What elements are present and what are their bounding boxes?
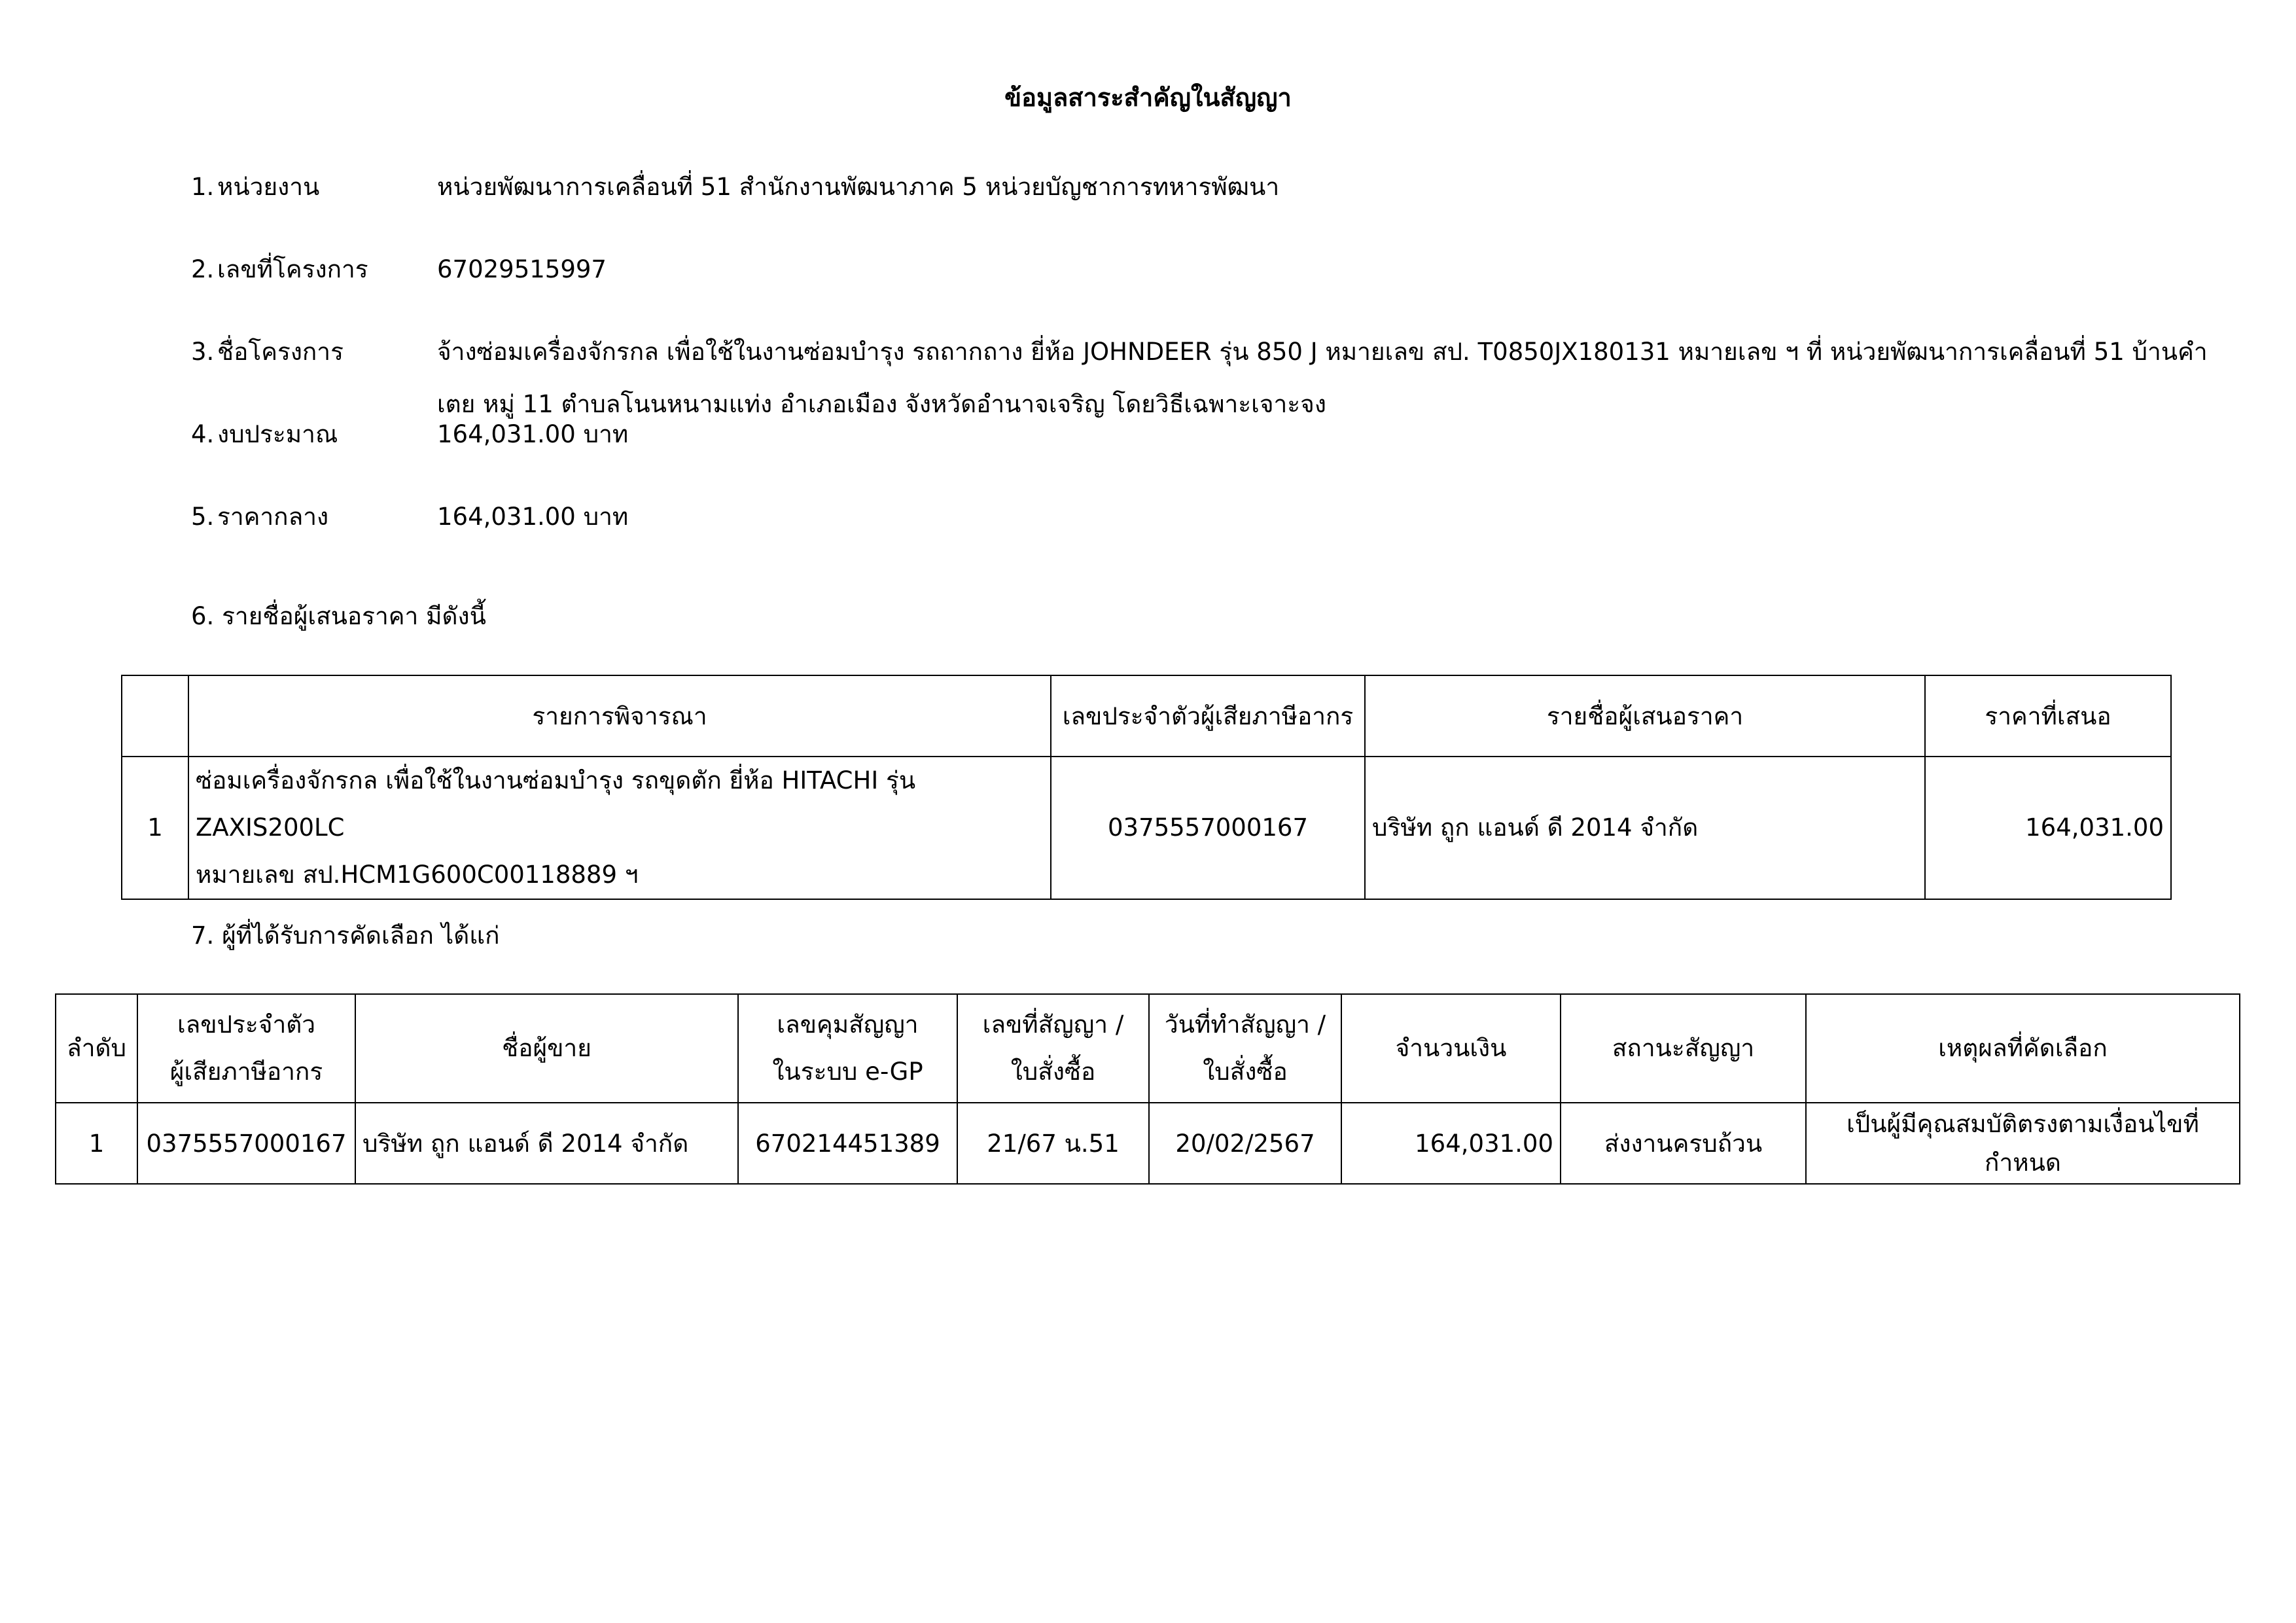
- table-row: [56, 1103, 2240, 1184]
- field-number: 4.: [191, 420, 215, 448]
- winners-heading: 7. ผู้ที่ได้รับการคัดเลือก ได้แก่: [191, 921, 500, 950]
- column-header-no: ลำดับ: [56, 994, 137, 1103]
- field-project-number-value: 67029515997: [437, 255, 607, 283]
- contract-amount: 164,031.00: [1341, 1103, 1561, 1184]
- column-header-reason: เหตุผลที่คัดเลือก: [1806, 994, 2240, 1103]
- tax-id: 0375557000167: [1051, 757, 1365, 899]
- contract-number: 21/67 น.51: [957, 1103, 1149, 1184]
- bidder-name: บริษัท ถูก แอนด์ ดี 2014 จำกัด: [1365, 757, 1925, 899]
- column-header-no: [122, 675, 188, 757]
- item-description-line: ซ่อมเครื่องจักรกล เพื่อใช้ในงานซ่อมบำรุง รถขุดตัก ยี่ห้อ HITACHI รุ่น ZAXIS200LC: [196, 766, 916, 842]
- row-number: 1: [56, 1103, 137, 1184]
- field-number: 1.: [191, 173, 215, 201]
- offered-price: 164,031.00: [1925, 757, 2171, 899]
- field-budget-value: 164,031.00 บาท: [437, 420, 629, 448]
- header-line: เลขคุมสัญญา: [777, 1010, 919, 1039]
- column-header-contract-number: [957, 994, 1149, 1103]
- table-header-row: [56, 994, 2240, 1103]
- contract-date: 20/02/2567: [1149, 1103, 1341, 1184]
- column-header-price: ราคาที่เสนอ: [1925, 675, 2171, 757]
- table-row: [122, 757, 2171, 899]
- field-number: 2.: [191, 255, 215, 283]
- field-agency: [191, 173, 320, 202]
- column-header-contract-date: [1149, 994, 1341, 1103]
- document-title: ข้อมูลสาระสำคัญในสัญญา: [1004, 83, 1292, 112]
- field-project-name-value: จ้างซ่อมเครื่องจักรกล เพื่อใช้ในงานซ่อมบำรุง รถถากถาง ยี่ห้อ JOHNDEER รุ่น 850 J หมายเลข สป. T0850JX180131 หมายเลข ฯ ที่ หน่วยพัฒนาการเคลื่อนที่ 51 บ้านคำเตย หมู่ 11 ตำบลโนนหนามแท่ง อำเภอเมือง จังหวัดอำนาจเจริญ โดยวิธีเฉพาะเจาะจง: [437, 338, 2208, 418]
- field-median-price: [191, 503, 329, 531]
- field-label: ราคากลาง: [217, 503, 329, 531]
- column-header-status: สถานะสัญญา: [1561, 994, 1806, 1103]
- field-label: ชื่อโครงการ: [217, 338, 344, 366]
- bidders-heading: 6. รายชื่อผู้เสนอราคา มีดังนี้: [191, 602, 486, 630]
- field-budget: [191, 420, 338, 449]
- bidders-table: [121, 675, 2172, 900]
- field-label: เลขที่โครงการ: [217, 255, 368, 283]
- column-header-egp-number: [738, 994, 957, 1103]
- column-header-seller: ชื่อผู้ขาย: [355, 994, 738, 1103]
- header-line: ใบสั่งซื้อ: [1010, 1058, 1096, 1086]
- column-header-amount: จำนวนเงิน: [1341, 994, 1561, 1103]
- item-description: [188, 757, 1051, 899]
- column-header-item: รายการพิจารณา: [188, 675, 1051, 757]
- selection-reason: เป็นผู้มีคุณสมบัติตรงตามเงื่อนไขที่กำหนด: [1806, 1103, 2240, 1184]
- field-project-number: [191, 255, 368, 284]
- tax-id: 0375557000167: [137, 1103, 355, 1184]
- header-line: เลขประจำตัว: [177, 1010, 316, 1039]
- header-line: ในระบบ e-GP: [772, 1058, 923, 1086]
- table-header-row: [122, 675, 2171, 757]
- contract-status: ส่งงานครบถ้วน: [1561, 1103, 1806, 1184]
- column-header-tax-id: เลขประจำตัวผู้เสียภาษีอากร: [1051, 675, 1365, 757]
- row-number: 1: [122, 757, 188, 899]
- header-line: เลขที่สัญญา /: [982, 1010, 1124, 1039]
- header-line: ผู้เสียภาษีอากร: [169, 1058, 323, 1086]
- field-label: หน่วยงาน: [217, 173, 320, 201]
- header-line: วันที่ทำสัญญา /: [1164, 1010, 1326, 1039]
- column-header-bidder: รายชื่อผู้เสนอราคา: [1365, 675, 1925, 757]
- item-description-line: หมายเลข สป.HCM1G600C00118889 ฯ: [196, 861, 639, 889]
- seller-name: บริษัท ถูก แอนด์ ดี 2014 จำกัด: [355, 1103, 738, 1184]
- header-line: ใบสั่งซื้อ: [1203, 1058, 1288, 1086]
- winners-table: [55, 993, 2240, 1185]
- column-header-tax-id: [137, 994, 355, 1103]
- field-number: 3.: [191, 338, 215, 366]
- field-project-name: [191, 338, 344, 366]
- field-number: 5.: [191, 503, 215, 531]
- field-label: งบประมาณ: [217, 420, 338, 448]
- egp-number: 670214451389: [738, 1103, 957, 1184]
- field-agency-value: หน่วยพัฒนาการเคลื่อนที่ 51 สำนักงานพัฒนาภาค 5 หน่วยบัญชาการทหารพัฒนา: [437, 173, 1280, 201]
- field-median-price-value: 164,031.00 บาท: [437, 503, 629, 531]
